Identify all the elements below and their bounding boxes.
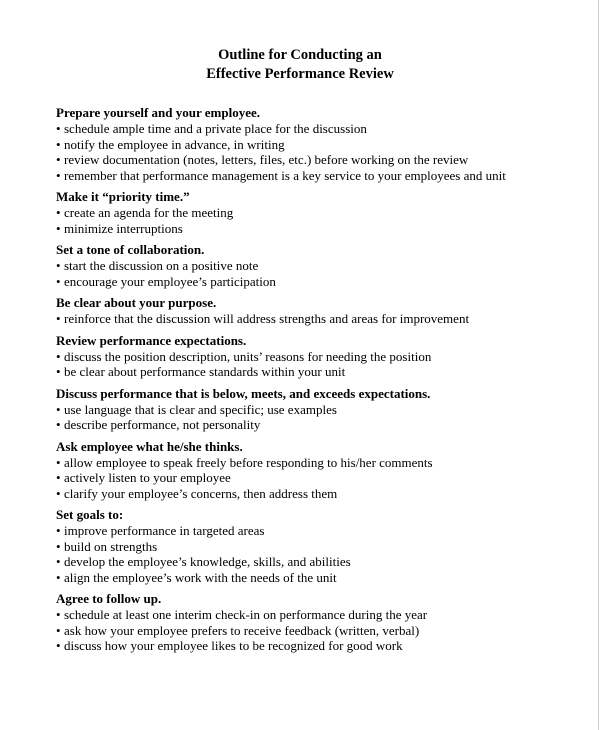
bullet-text: discuss how your employee likes to be recognized for good work <box>64 638 403 653</box>
bullet-icon: • <box>56 311 61 326</box>
bullet-icon: • <box>56 258 61 273</box>
bullet-item <box>56 570 586 586</box>
bullet-text: allow employee to speak freely before responding to his/her comments <box>64 454 433 470</box>
bullet-text: use language that is clear and specific; use examples <box>64 401 337 417</box>
bullet-item <box>56 455 586 471</box>
section-heading: Ask employee what he/she thinks. <box>56 438 243 454</box>
title-line-1: Outline for Conducting an <box>218 47 382 63</box>
bullet-item <box>56 349 586 365</box>
bullet-text: notify the employee in advance, in writing <box>64 136 285 152</box>
bullet-icon: • <box>56 136 61 152</box>
outline-section <box>56 189 586 236</box>
bullet-text: discuss the position description, units’ reasons for needing the position <box>64 348 432 364</box>
bullet-item <box>56 364 586 380</box>
bullet-icon: • <box>56 220 61 236</box>
bullet-text: start the discussion on a positive note <box>64 258 259 273</box>
bullet-text: minimize interruptions <box>64 220 183 236</box>
bullet-item <box>56 121 586 137</box>
bullet-icon: • <box>56 152 61 167</box>
title-line-2: Effective Performance Review <box>206 66 394 82</box>
bullet-icon: • <box>56 121 61 136</box>
bullet-icon: • <box>56 470 61 485</box>
bullet-text: ask how your employee prefers to receive feedback (written, verbal) <box>64 622 420 638</box>
document-title <box>0 46 600 84</box>
section-heading: Make it “priority time.” <box>56 189 190 204</box>
bullet-item <box>56 486 586 502</box>
bullet-text: develop the employee’s knowledge, skills, and abilities <box>64 554 351 569</box>
bullet-text: be clear about performance standards within your unit <box>64 364 346 379</box>
bullet-text: actively listen to your employee <box>64 470 231 485</box>
bullet-text: encourage your employee’s participation <box>64 273 276 289</box>
bullet-item <box>56 152 586 168</box>
bullet-item <box>56 311 586 327</box>
bullet-text: reinforce that the discussion will address strengths and areas for improvement <box>64 311 470 326</box>
bullet-item <box>56 205 586 221</box>
bullet-icon: • <box>56 273 61 289</box>
outline-section <box>56 242 586 289</box>
bullet-icon: • <box>56 622 61 638</box>
outline-section <box>56 105 586 183</box>
outline-section <box>56 295 586 327</box>
bullet-icon: • <box>56 638 61 653</box>
bullet-item <box>56 221 586 237</box>
bullet-text: improve performance in targeted areas <box>64 523 265 538</box>
bullet-item <box>56 607 586 623</box>
section-heading: Agree to follow up. <box>56 591 162 606</box>
bullet-icon: • <box>56 454 61 470</box>
bullet-item <box>56 137 586 153</box>
outline-section <box>56 333 586 380</box>
section-heading: Prepare yourself and your employee. <box>56 105 261 120</box>
bullet-item <box>56 168 586 184</box>
bullet-text: remember that performance management is a key service to your employees and unit <box>64 167 506 183</box>
outline-section <box>56 507 586 585</box>
bullet-icon: • <box>56 167 61 183</box>
bullet-text: align the employee’s work with the needs of the unit <box>64 569 337 585</box>
bullet-icon: • <box>56 348 61 364</box>
bullet-icon: • <box>56 538 61 554</box>
section-heading: Be clear about your purpose. <box>56 295 217 310</box>
bullet-icon: • <box>56 607 61 622</box>
bullet-icon: • <box>56 364 61 379</box>
bullet-text: schedule ample time and a private place for the discussion <box>64 121 367 136</box>
bullet-text: create an agenda for the meeting <box>64 205 234 220</box>
bullet-text: clarify your employee’s concerns, then address them <box>64 485 338 501</box>
bullet-icon: • <box>56 485 61 501</box>
bullet-item <box>56 638 586 654</box>
outline-section <box>56 439 586 502</box>
bullet-text: describe performance, not personality <box>64 417 261 432</box>
section-heading: Discuss performance that is below, meets, and exceeds expectations. <box>56 385 431 401</box>
bullet-item <box>56 554 586 570</box>
bullet-item <box>56 539 586 555</box>
bullet-item <box>56 274 586 290</box>
bullet-item <box>56 623 586 639</box>
bullet-item <box>56 523 586 539</box>
bullet-icon: • <box>56 523 61 538</box>
outline-section <box>56 386 586 433</box>
bullet-text: build on strengths <box>64 538 158 554</box>
section-heading: Set goals to: <box>56 507 124 522</box>
section-heading: Set a tone of collaboration. <box>56 242 205 257</box>
bullet-item <box>56 417 586 433</box>
bullet-text: schedule at least one interim check-in on performance during the year <box>64 607 428 622</box>
section-heading: Review performance expectations. <box>56 332 247 348</box>
bullet-icon: • <box>56 554 61 569</box>
bullet-item <box>56 258 586 274</box>
outline-section <box>56 591 586 654</box>
bullet-icon: • <box>56 569 61 585</box>
outline-content <box>56 105 586 660</box>
bullet-item <box>56 402 586 418</box>
bullet-item <box>56 470 586 486</box>
bullet-icon: • <box>56 417 61 432</box>
bullet-icon: • <box>56 401 61 417</box>
bullet-icon: • <box>56 205 61 220</box>
bullet-text: review documentation (notes, letters, files, etc.) before working on the review <box>64 152 469 167</box>
